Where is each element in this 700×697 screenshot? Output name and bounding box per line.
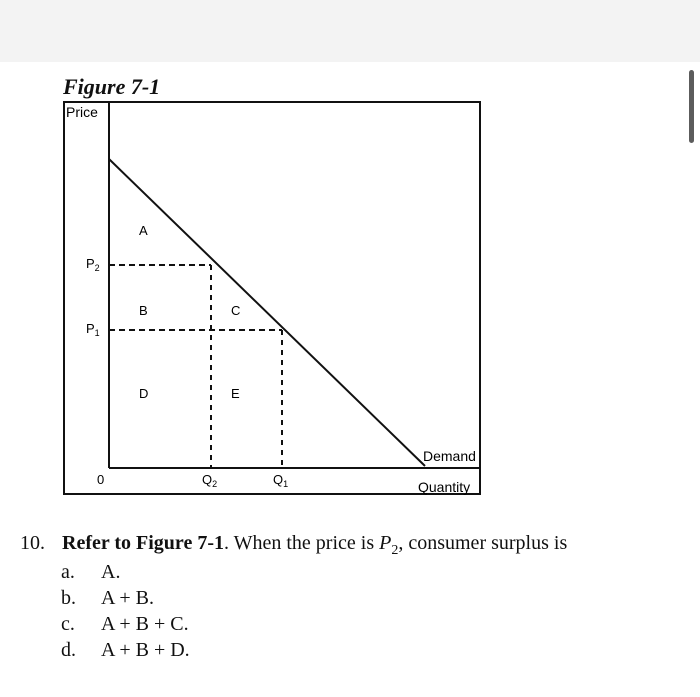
choice-a[interactable] <box>61 561 120 584</box>
q2-tick-letter: Q <box>202 472 213 487</box>
p2-tick-label <box>86 256 100 273</box>
region-label-a: A <box>139 223 148 238</box>
p2-tick-sub: 2 <box>94 263 100 273</box>
question-price-subscript: 2 <box>391 543 399 558</box>
question-figure-ref: Refer to Figure 7-1 <box>62 532 224 554</box>
q2-tick-label <box>202 472 217 489</box>
q2-tick-sub: 2 <box>212 479 218 489</box>
choice-b[interactable] <box>61 587 154 610</box>
q1-tick-label <box>273 472 288 489</box>
p1-tick-label <box>86 321 100 338</box>
question-price-symbol: P <box>379 532 392 554</box>
choice-d[interactable] <box>61 639 190 662</box>
choice-letter: d. <box>61 639 76 661</box>
q1-tick-letter: Q <box>273 472 284 487</box>
region-label-c: C <box>231 303 241 318</box>
p1-tick-letter: P <box>86 321 95 336</box>
x-axis-title: Quantity <box>418 479 471 495</box>
demand-line <box>109 159 425 466</box>
choice-text: A + B. <box>101 587 154 609</box>
choice-c[interactable] <box>61 613 189 636</box>
origin-label: 0 <box>97 472 105 487</box>
choice-letter: b. <box>61 587 76 609</box>
choice-text: A. <box>101 561 121 583</box>
question-tail: , consumer surplus is <box>398 532 568 554</box>
question-body: . When the price is <box>223 532 380 554</box>
region-label-d: D <box>139 386 149 401</box>
choice-text: A + B + D. <box>101 639 190 661</box>
y-axis-title: Price <box>66 104 98 120</box>
choice-text: A + B + C. <box>101 613 189 635</box>
choice-letter: c. <box>61 613 75 635</box>
choice-letter: a. <box>61 561 75 583</box>
figure-title: Figure 7-1 <box>63 74 161 99</box>
question-text <box>20 532 567 559</box>
question-number: 10. <box>20 532 45 554</box>
p1-tick-sub: 1 <box>94 328 100 338</box>
demand-label: Demand <box>423 448 476 464</box>
q1-tick-sub: 1 <box>283 479 289 489</box>
region-label-b: B <box>139 303 148 318</box>
region-label-e: E <box>231 386 240 401</box>
p2-tick-letter: P <box>86 256 95 271</box>
